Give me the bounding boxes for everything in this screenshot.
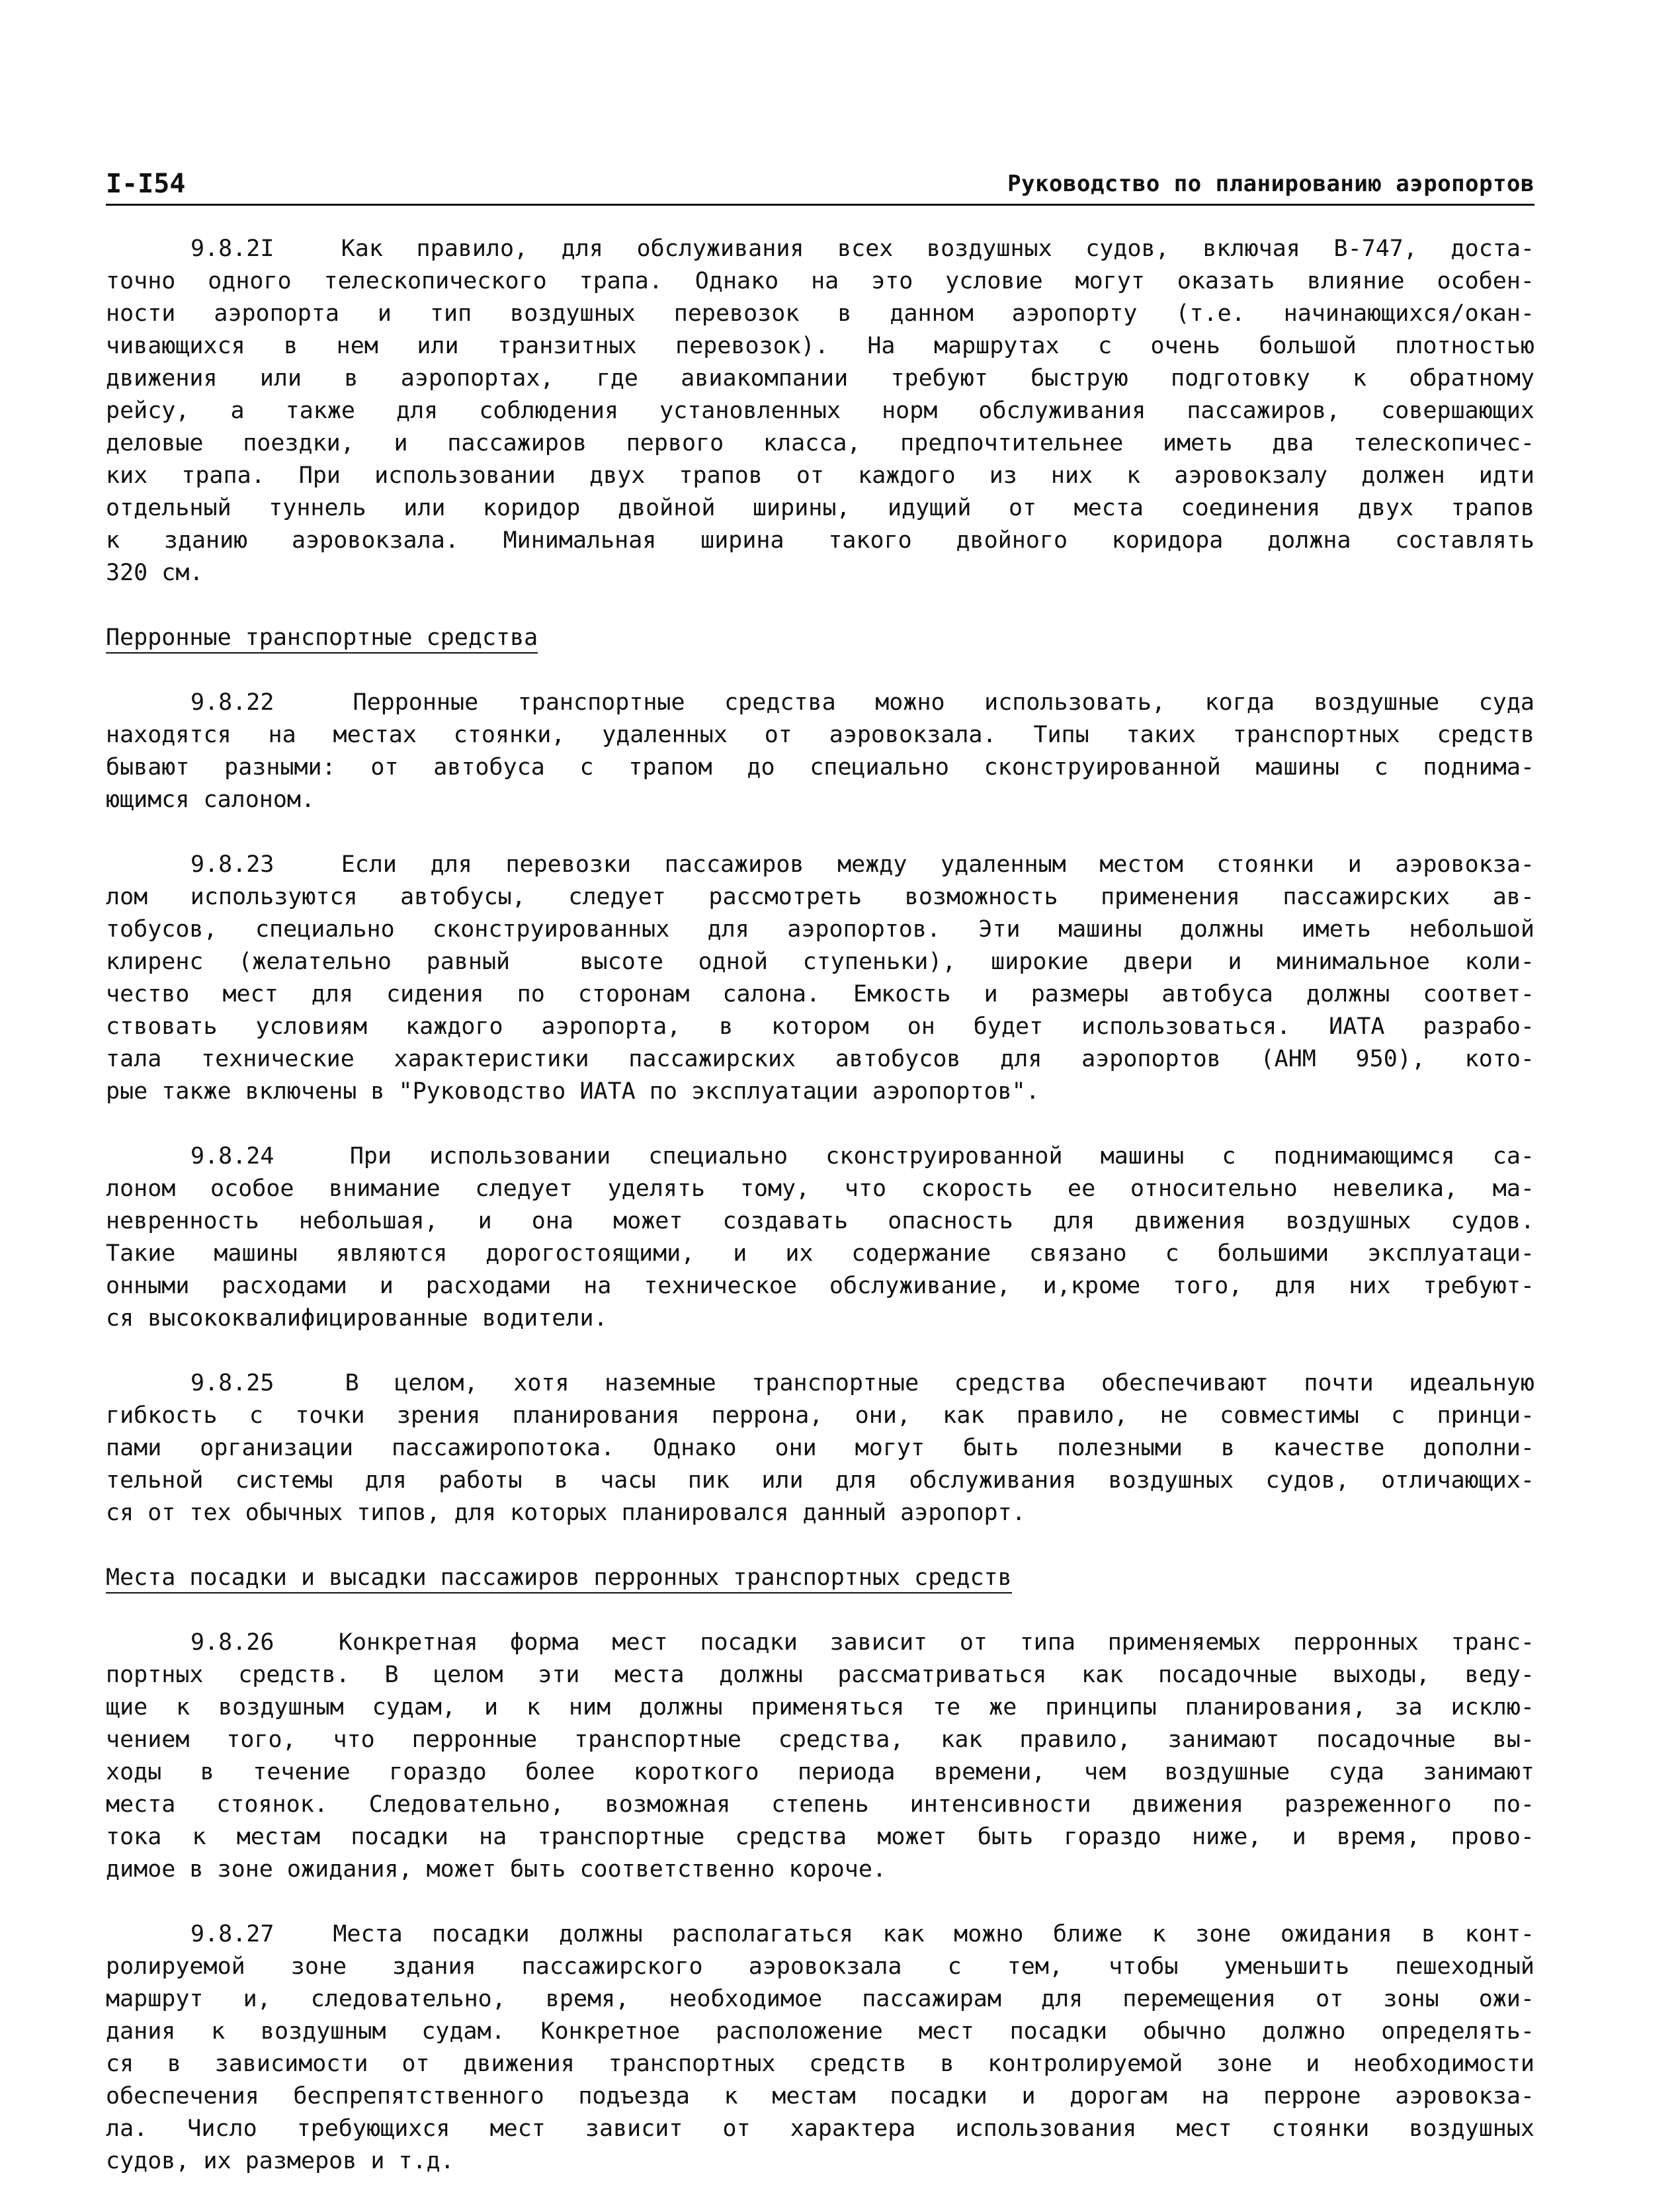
paragraph-line: 9.8.23 Если для перевозки пассажиров между удаленным местом стоянки и аэровокза- (190, 851, 1534, 878)
section-heading (106, 622, 1534, 654)
paragraph-line: судов, их размеров и т.д. (106, 2148, 454, 2174)
paragraph-line: отдельный туннель или коридор двойной ширины, идущий от места соединения двух трапов (106, 495, 1534, 521)
paragraph-line: ности аэропорта и тип воздушных перевозок в данном аэропорту (т.е. начинающихся/окан- (106, 300, 1534, 327)
page-number: I-I54 (106, 169, 186, 199)
document-title: Руководство по планированию аэропортов (1007, 171, 1534, 197)
paragraph-line: ся в зависимости от движения транспортных средств в контролируемой зоне и необходимости (106, 2051, 1534, 2077)
paragraph-line: маршрут и, следовательно, время, необходимое пассажирам для перемещения от зоны ожи- (106, 1986, 1534, 2012)
paragraph-line: онными расходами и расходами на техническое обслуживание, и,кроме того, для них требуют- (106, 1273, 1534, 1299)
paragraph-line: 9.8.26 Конкретная форма мест посадки зависит от типа применяемых перронных транс- (190, 1629, 1534, 1656)
paragraph-line: чивающихся в нем или транзитных перевозок). На маршрутах с очень большой плотностью (106, 333, 1534, 359)
document-body (106, 233, 1534, 2210)
paragraph-line: точно одного телескопического трапа. Однако на это условие могут оказать влияние особен- (106, 268, 1534, 294)
paragraph-line: 9.8.24 При использовании специально сконструированной машины с поднимающимся са- (190, 1143, 1534, 1169)
paragraph-line: клиренс (желательно равный высоте одной ступеньки), широкие двери и минимальное коли- (106, 949, 1534, 975)
paragraph-line: движения или в аэропортах, где авиакомпании требуют быструю подготовку к обратному (106, 365, 1534, 392)
paragraph-line: димое в зоне ожидания, может быть соответственно короче. (106, 1856, 887, 1883)
paragraph-line: ся от тех обычных типов, для которых планировался данный аэропорт. (106, 1500, 1026, 1526)
paragraph-line: тельной системы для работы в часы пик или для обслуживания воздушных судов, отличающих- (106, 1467, 1534, 1494)
paragraph (106, 687, 1534, 816)
paragraph (106, 233, 1534, 589)
paragraph-line: гибкость с точки зрения планирования перрона, они, как правило, не совместимы с принци- (106, 1402, 1534, 1429)
paragraph-line: бывают разными: от автобуса с трапом до специально сконструированной машины с поднима- (106, 754, 1534, 781)
paragraph-line: Такие машины являются дорогостоящими, и их содержание связано с большими эксплуатаци- (106, 1240, 1534, 1267)
paragraph-line: обеспечения беспрепятственного подъезда к местам посадки и дорогам на перроне аэровокза- (106, 2083, 1534, 2109)
paragraph-line: деловые поездки, и пассажиров первого класса, предпочтительнее иметь два телескопичес- (106, 430, 1534, 456)
paragraph-line: тобусов, специально сконструированных для аэропортов. Эти машины должны иметь небольшой (106, 916, 1534, 943)
section-heading-text: Перронные транспортные средства (106, 623, 538, 654)
paragraph-line: ла. Число требующихся мест зависит от характера использования мест стоянки воздушных (106, 2115, 1534, 2142)
paragraph-line: лом используются автобусы, следует рассмотреть возможность применения пассажирских ав- (106, 884, 1534, 910)
paragraph-line: ся высококвалифицированные водители. (106, 1305, 608, 1332)
paragraph-line: рые также включены в "Руководство ИАТА по эксплуатации аэропортов". (106, 1078, 1040, 1105)
paragraph (106, 1140, 1534, 1335)
paragraph-line: тала технические характеристики пассажирских автобусов для аэропортов (АНМ 950), кото- (106, 1046, 1534, 1072)
page-header (106, 164, 1534, 204)
paragraph-line: рейсу, а также для соблюдения установленных норм обслуживания пассажиров, совершающих (106, 398, 1534, 424)
paragraph-line: портных средств. В целом эти места должны рассматриваться как посадочные выходы, веду- (106, 1662, 1534, 1688)
paragraph-line: ких трапа. При использовании двух трапов от каждого из них к аэровокзалу должен идти (106, 462, 1534, 489)
paragraph-line: дания к воздушным судам. Конкретное расположение мест посадки обычно должно определять- (106, 2018, 1534, 2045)
paragraph-line: чением того, что перронные транспортные средства, как правило, занимают посадочные вы- (106, 1726, 1534, 1753)
paragraph-line: 9.8.2I Как правило, для обслуживания всех воздушных судов, включая В-747, доста- (190, 235, 1534, 262)
paragraph (106, 849, 1534, 1108)
paragraph-line: находятся на местах стоянки, удаленных от аэровокзала. Типы таких транспортных средств (106, 722, 1534, 748)
paragraph-line: пами организации пассажиропотока. Однако они могут быть полезными в качестве дополни- (106, 1435, 1534, 1461)
paragraph-line: 9.8.27 Места посадки должны располагаться как можно ближе к зоне ожидания в конт- (190, 1921, 1534, 1947)
paragraph-line: ролируемой зоне здания пассажирского аэровокзала с тем, чтобы уменьшить пешеходный (106, 1953, 1534, 1980)
paragraph-line: щие к воздушным судам, и к ним должны применяться те же принципы планирования, за исклю- (106, 1694, 1534, 1721)
paragraph-line: 320 см. (106, 560, 204, 586)
paragraph-line: ходы в течение гораздо более короткого периода времени, чем воздушные суда занимают (106, 1759, 1534, 1785)
paragraph-line: лоном особое внимание следует уделять тому, что скорость ее относительно невелика, ма- (106, 1175, 1534, 1202)
paragraph (106, 1367, 1534, 1529)
paragraph-line: к зданию аэровокзала. Минимальная ширина такого двойного коридора должна составлять (106, 527, 1534, 554)
paragraph-line: невренность небольшая, и она может создавать опасность для движения воздушных судов. (106, 1208, 1534, 1234)
paragraph-line: чество мест для сидения по сторонам салона. Емкость и размеры автобуса должны соответ- (106, 981, 1534, 1007)
section-heading-text: Места посадки и высадки пассажиров перронных транспортных средств (106, 1563, 1012, 1594)
paragraph (106, 1627, 1534, 1886)
header-divider (106, 204, 1534, 206)
paragraph-line: тока к местам посадки на транспортные средства может быть гораздо ниже, и время, прово- (106, 1824, 1534, 1850)
paragraph-line: 9.8.25 В целом, хотя наземные транспортные средства обеспечивают почти идеальную (190, 1370, 1534, 1396)
paragraph-line: ющимся салоном. (106, 786, 315, 813)
paragraph-line: 9.8.22 Перронные транспортные средства можно использовать, когда воздушные суда (190, 689, 1534, 716)
section-heading (106, 1562, 1534, 1594)
paragraph-line: места стоянок. Следовательно, возможная степень интенсивности движения разреженного по- (106, 1791, 1534, 1818)
paragraph-line: ствовать условиям каждого аэропорта, в котором он будет использоваться. ИАТА разрабо- (106, 1013, 1534, 1040)
paragraph (106, 1918, 1534, 2178)
